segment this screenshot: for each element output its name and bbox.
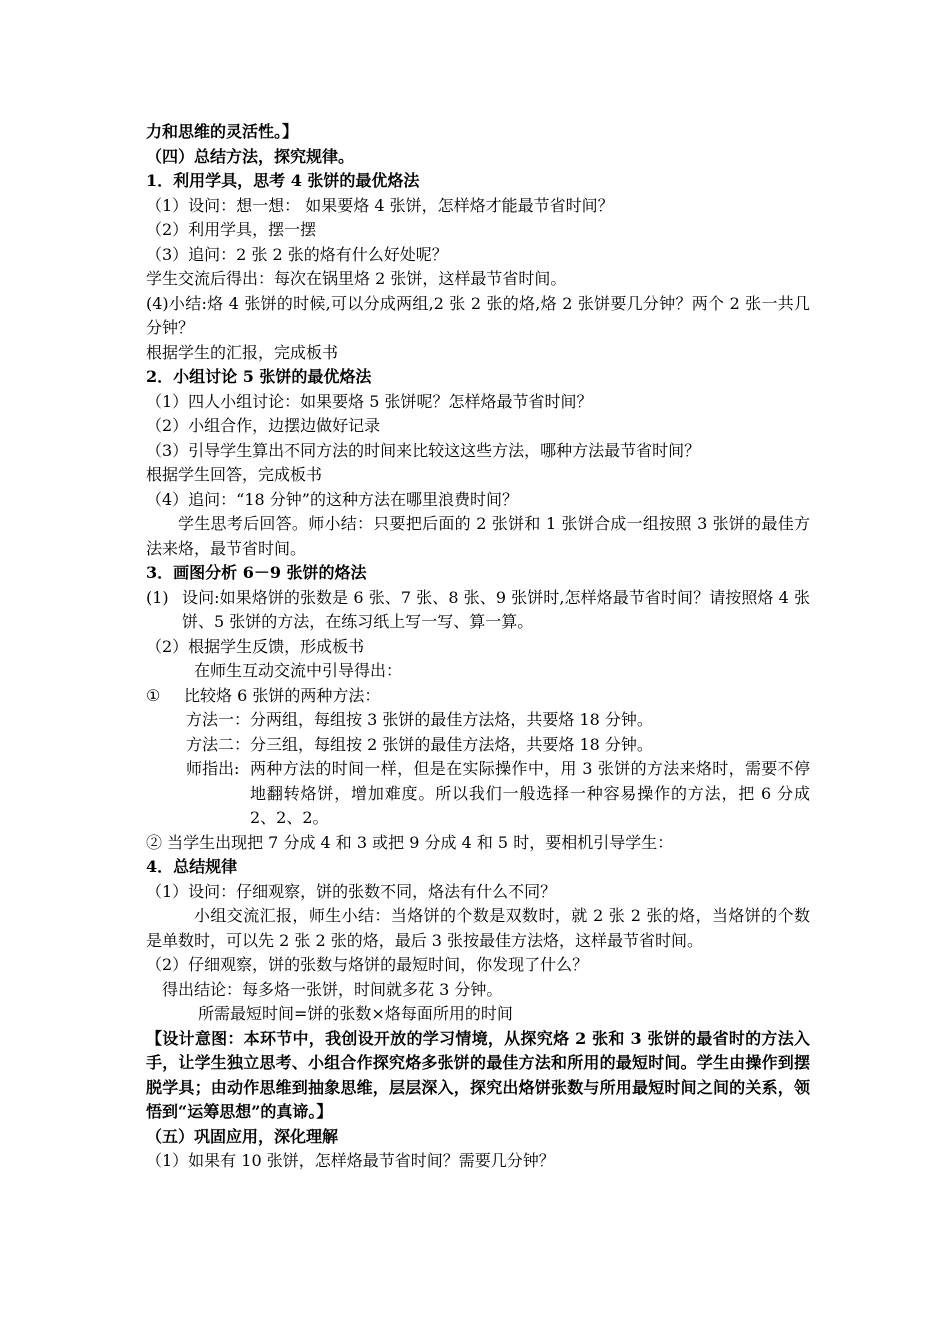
paragraph: 方法一：分两组，每组按 3 张饼的最佳方法烙，共要烙 18 分钟。 <box>186 710 653 729</box>
paragraph: 在师生互动交流中引导得出： <box>194 661 403 680</box>
paragraph: （1）设问：仔细观察，饼的张数不同，烙法有什么不同？ <box>146 881 557 901</box>
paragraph: 方法二：分三组，每组按 2 张饼的最佳方法烙，共要烙 18 分钟。 <box>186 734 653 754</box>
paragraph: 根据学生的汇报，完成板书 <box>146 342 339 362</box>
paragraph: （3）引导学生算出不同方法的时间来比较这这些方法，哪种方法最节省时间？ <box>146 440 701 460</box>
paragraph: (4)小结:烙 4 张饼的时候,可以分成两组,2 张 2 张的烙,烙 2 张饼要几分钟？两个 2 张一共几分钟？ <box>146 293 810 337</box>
item-text: 两种方法的时间一样，但是在实际操作中，用 3 张饼的方法来烙时，需要不停地翻转烙饼，增加难度。所以我们一般选择一种容易操作的方法，把 6 分成 2、2、2。 <box>250 759 810 827</box>
paragraph: 得出结论：每多烙一张饼，时间就多花 3 分钟。 <box>162 979 503 999</box>
paragraph: （1）四人小组讨论：如果要烙 5 张饼呢？怎样烙最节省时间？ <box>146 391 593 411</box>
section-heading-five: （五）巩固应用，深化理解 <box>146 1126 339 1146</box>
paragraph: ② 当学生出现把 7 分成 4 和 3 或把 9 分成 4 和 5 时，要相机引导学生： <box>146 832 674 852</box>
subheading-1: 1．利用学具，思考 4 张饼的最优烙法 <box>146 171 420 190</box>
hanging-paragraph <box>146 586 810 635</box>
design-intent: 【设计意图：本环节中，我创设开放的学习情境，从探究烙 2 张和 3 张饼的最省时的方法入手，让学生独立思考、小组合作探究烙多张饼的最佳方法和所用的最短时间。学生由操作到摆脱学具；由动作思维到抽象思维，层层深入，探究出烙饼张数与所用最短时间之间的关系，领悟到“运筹思想”的真谛。】 <box>146 1028 810 1121</box>
section-heading-four: （四）总结方法，探究规律。 <box>146 146 355 166</box>
numbered-item <box>146 684 810 709</box>
paragraph: 根据学生回答，完成板书 <box>146 465 323 484</box>
paragraph: （4）追问：“18 分钟”的这种方法在哪里浪费时间？ <box>146 489 518 509</box>
design-intent-tail: 力和思维的灵活性。】 <box>146 122 299 141</box>
paragraph: （1）如果有 10 张饼，怎样烙最节省时间？需要几分钟？ <box>146 1151 555 1170</box>
item-text: 设问:如果烙饼的张数是 6 张、7 张、8 张、9 张饼时,怎样烙最节省时间？请按照烙 4 张饼、5 张饼的方法，在练习纸上写一写、算一算。 <box>182 587 810 631</box>
paragraph: （2）仔细观察，饼的张数与烙饼的最短时间，你发现了什么？ <box>146 955 589 974</box>
paragraph: （3）追问：2 张 2 张的烙有什么好处呢？ <box>146 244 448 264</box>
item-label: (1) <box>146 587 169 607</box>
paragraph: （2）小组合作，边摆边做好记录 <box>146 416 381 435</box>
paragraph: （2）根据学生反馈，形成板书 <box>146 636 365 656</box>
paragraph: 小组交流汇报，师生小结：当烙饼的个数是双数时，就 2 张 2 张的烙，当烙饼的个数是单数时，可以先 2 张 2 张的烙，最后 3 张按最佳方法烙，这样最节省时间。 <box>146 906 810 950</box>
item-label: 师指出: <box>186 759 240 778</box>
subheading-3: 3．画图分析 6－9 张饼的烙法 <box>146 563 367 582</box>
document-page <box>146 120 810 1174</box>
subheading-4: 4．总结规律 <box>146 857 238 876</box>
formula: 所需最短时间=饼的张数×烙每面所用的时间 <box>198 1004 513 1023</box>
subheading-2: 2．小组讨论 5 张饼的最优烙法 <box>146 367 372 386</box>
paragraph: （2）利用学具，摆一摆 <box>146 220 317 239</box>
paragraph: （1）设问：想一想： 如果要烙 4 张饼，怎样烙才能最节省时间？ <box>146 195 614 215</box>
item-text: 比较烙 6 张饼的两种方法： <box>184 685 381 705</box>
paragraph: 学生思考后回答。师小结：只要把后面的 2 张饼和 1 张饼合成一组按照 3 张饼的最佳方法来烙，最节省时间。 <box>146 514 810 558</box>
paragraph: 学生交流后得出：每次在锅里烙 2 张饼，这样最节省时间。 <box>146 269 567 288</box>
hanging-paragraph <box>146 757 810 831</box>
item-number: ① <box>146 685 161 705</box>
